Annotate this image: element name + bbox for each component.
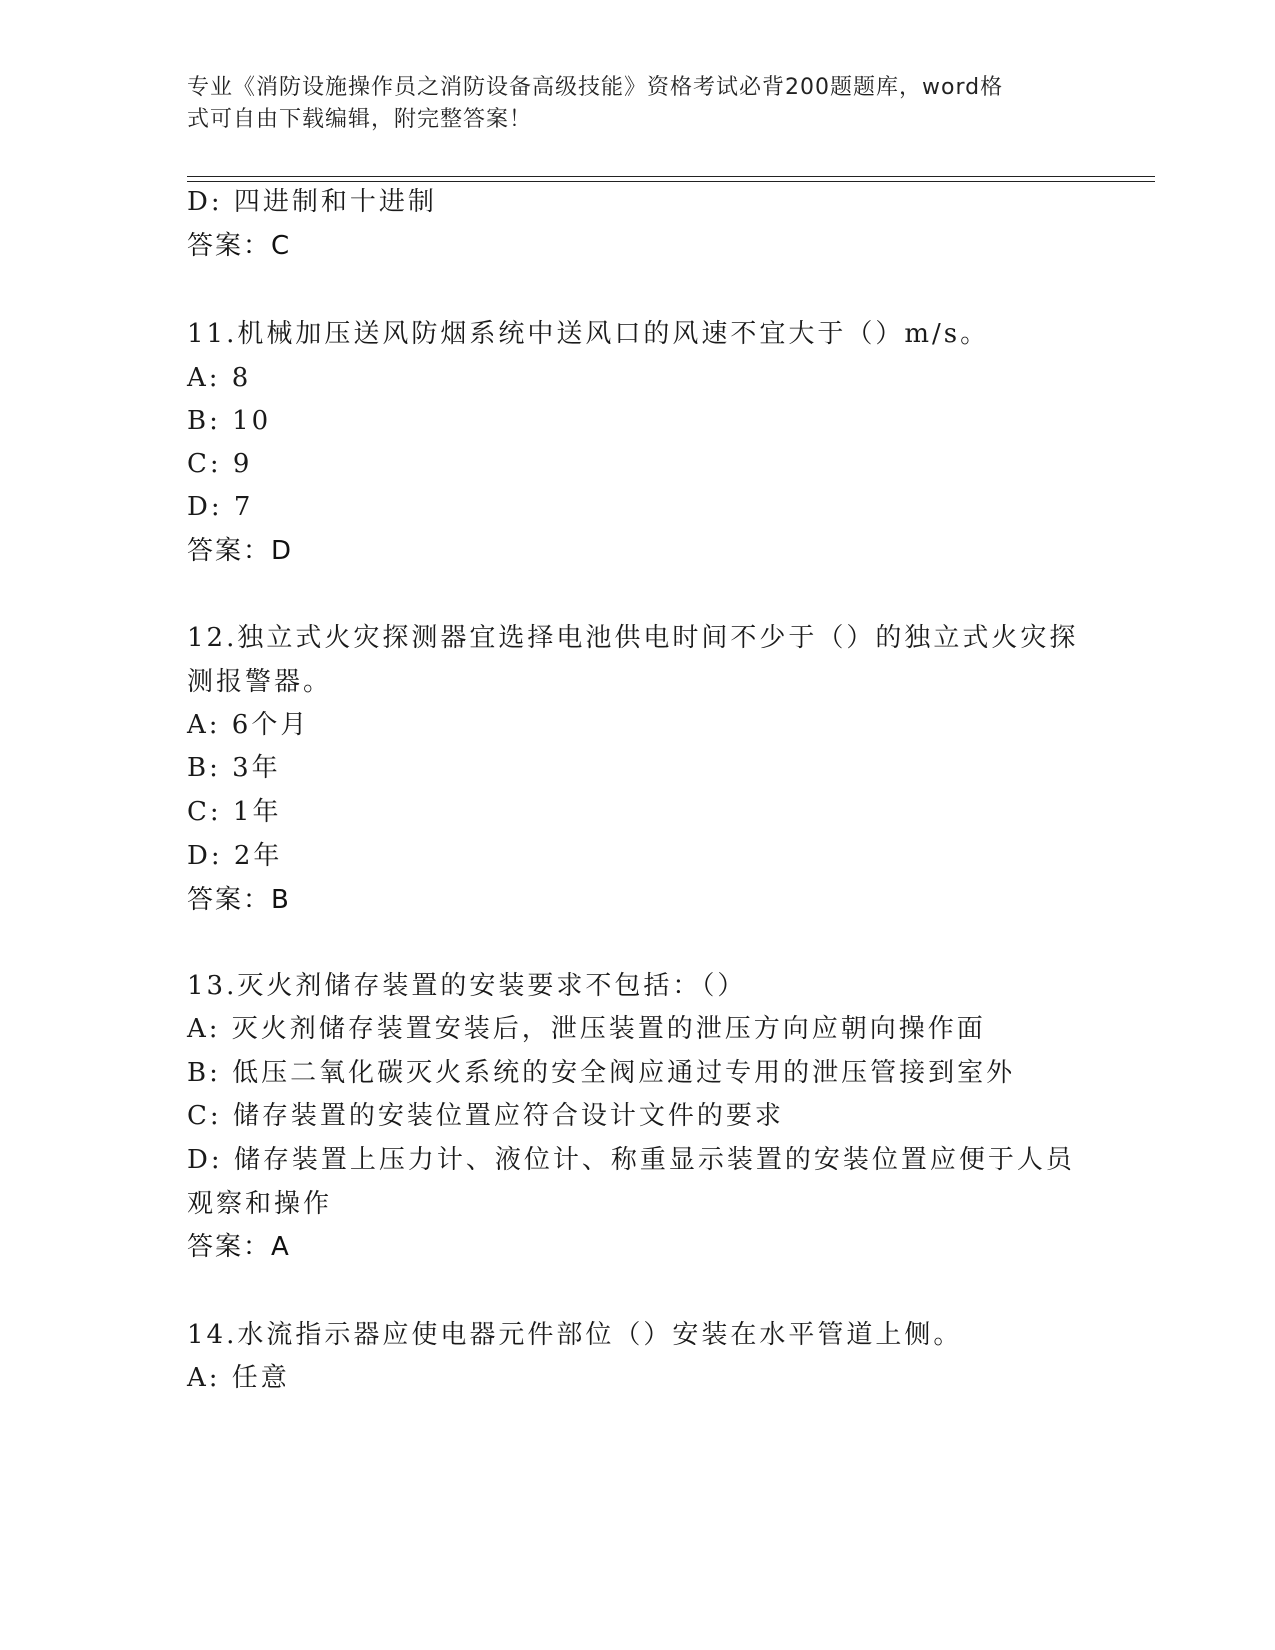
q11-answer: 答案：D: [187, 536, 294, 566]
q14-option-a: A: 任意: [187, 1363, 290, 1393]
q12-stem-line-1: 12.独立式火灾探测器宜选择电池供电时间不少于（）的独立式火灾探: [187, 623, 1079, 653]
q11-option-b: B: 10: [187, 406, 272, 436]
q11-stem: 11.机械加压送风防烟系统中送风口的风速不宜大于（）m/s。: [187, 319, 990, 349]
q13-option-b: B: 低压二氧化碳灭火系统的安全阀应通过专用的泄压管接到室外: [187, 1058, 1016, 1088]
q13-option-d-line-1: D: 储存装置上压力计、液位计、称重显示装置的安装位置应便于人员: [187, 1145, 1075, 1175]
q14-stem: 14.水流指示器应使电器元件部位（）安装在水平管道上侧。: [187, 1320, 963, 1350]
q11-option-a: A: 8: [187, 363, 252, 393]
q12-option-c: C: 1年: [187, 797, 282, 827]
header-line-2: 式可自由下载编辑，附完整答案！: [187, 107, 533, 132]
q12-option-a: A: 6个月: [187, 710, 310, 740]
q13-stem: 13.灭火剂储存装置的安装要求不包括：（）: [187, 971, 747, 1001]
q12-answer: 答案：B: [187, 885, 291, 915]
prev-answer: 答案：C: [187, 231, 292, 261]
header-divider-bottom: [187, 181, 1155, 182]
document-header: [187, 72, 1087, 136]
prev-option-d: D: 四进制和十进制: [187, 187, 437, 217]
q12-option-d: D: 2年: [187, 841, 283, 871]
q13-option-a: A: 灭火剂储存装置安装后，泄压装置的泄压方向应朝向操作面: [187, 1014, 986, 1044]
q12-stem-line-2: 测报警器。: [187, 667, 333, 697]
q11-option-c: C: 9: [187, 449, 253, 479]
q11-option-d: D: 7: [187, 492, 254, 522]
header-divider-top: [187, 176, 1155, 177]
q13-option-c: C: 储存装置的安装位置应符合设计文件的要求: [187, 1101, 784, 1131]
header-line-1: 专业《消防设施操作员之消防设备高级技能》资格考试必背200题题库，word格: [187, 75, 1004, 100]
q12-option-b: B: 3年: [187, 753, 281, 783]
q13-option-d-line-2: 观察和操作: [187, 1189, 333, 1219]
q13-answer: 答案：A: [187, 1232, 291, 1262]
